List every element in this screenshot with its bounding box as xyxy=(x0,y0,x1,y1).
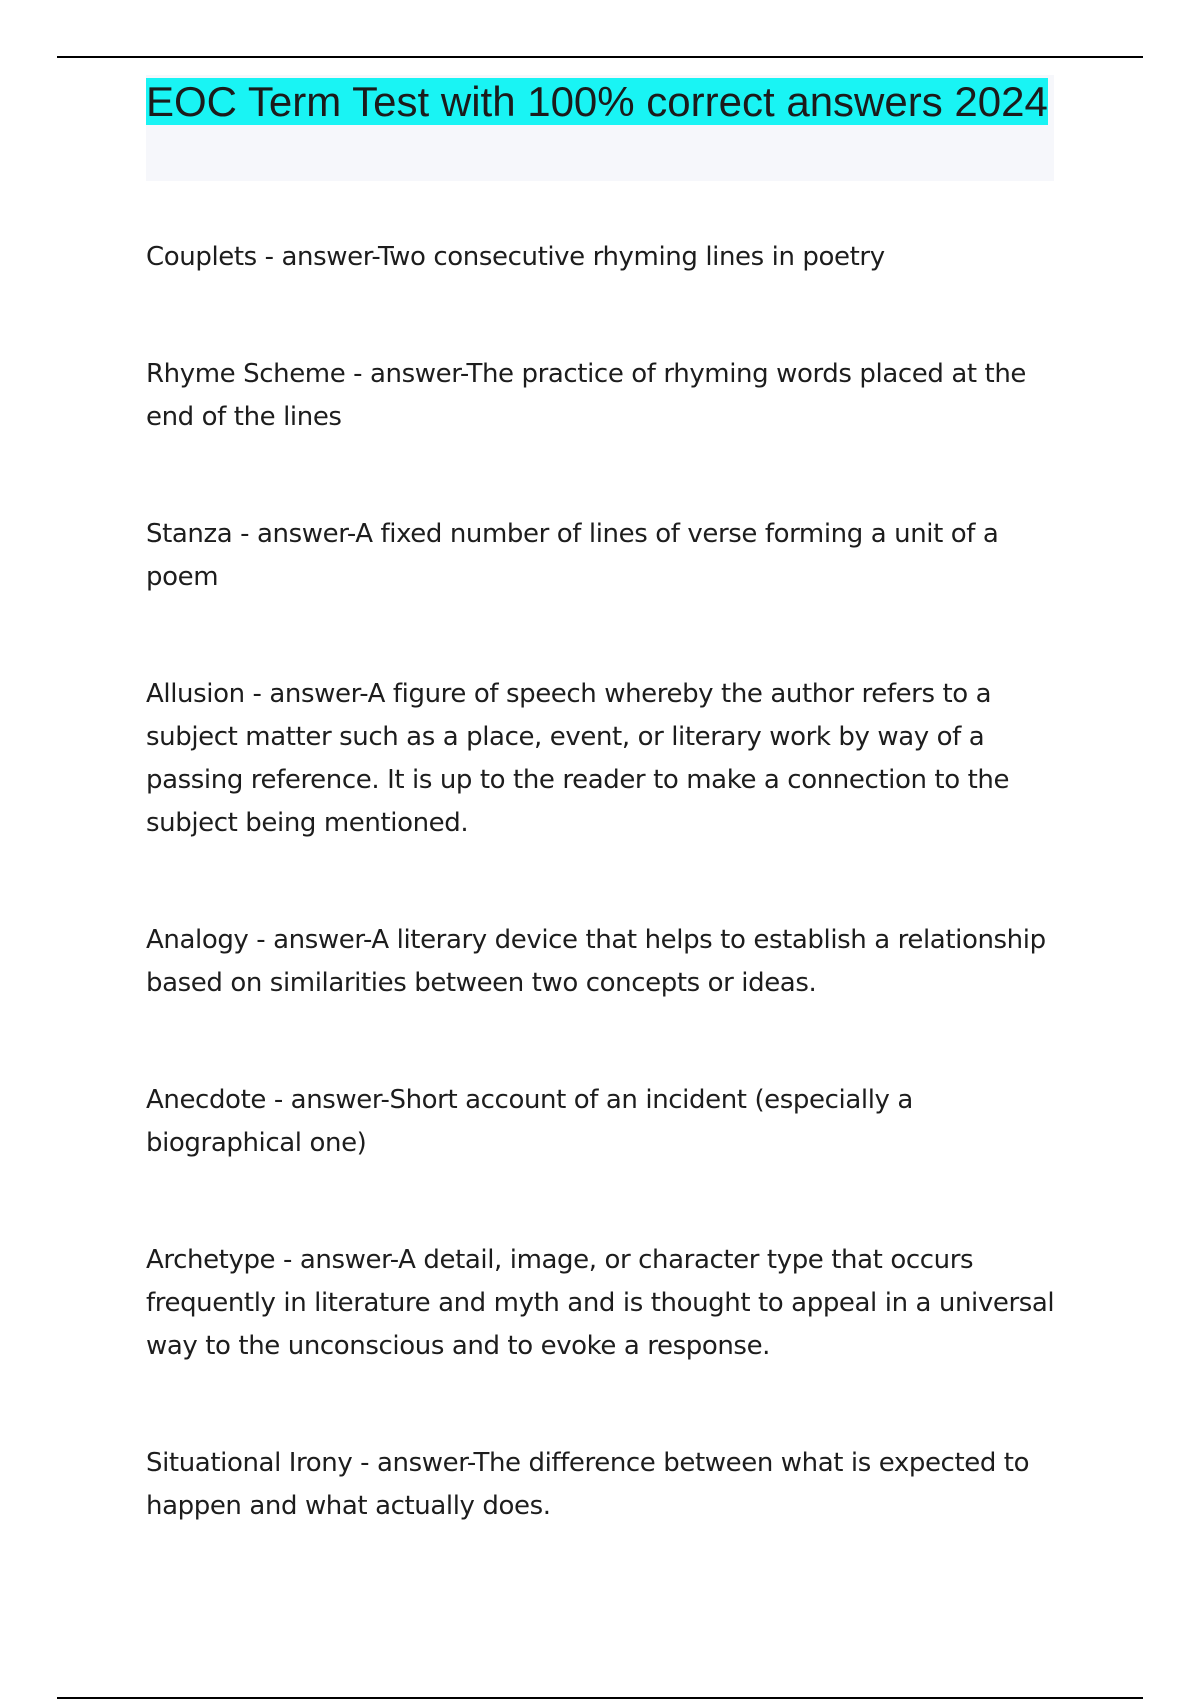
page-title xyxy=(146,75,1054,129)
term-entry-anecdote: Anecdote - answer-Short account of an incident (especially a biographical one) xyxy=(146,1085,913,1158)
term-entry-rhyme-scheme: Rhyme Scheme - answer-The practice of rhyming words placed at the end of the lines xyxy=(146,359,1027,432)
title-highlight: EOC Term Test with 100% correct answers 2024 xyxy=(146,78,1048,125)
top-rule xyxy=(57,56,1143,58)
term-entry-allusion: Allusion - answer-A figure of speech whereby the author refers to a subject matter such as a place, event, or literary work by way of a passing reference. It is up to the reader to make a connection to the subject being mentioned. xyxy=(146,679,1010,838)
term-entry-archetype: Archetype - answer-A detail, image, or character type that occurs frequently in literature and myth and is thought to appeal in a universal way to the unconscious and to evoke a response. xyxy=(146,1245,1055,1361)
title-block xyxy=(146,75,1054,181)
term-entry-stanza: Stanza - answer-A fixed number of lines of verse forming a unit of a poem xyxy=(146,519,999,592)
term-entry-analogy: Analogy - answer-A literary device that helps to establish a relationship based on similarities between two concepts or ideas. xyxy=(146,925,1046,998)
term-entry-couplets: Couplets - answer-Two consecutive rhyming lines in poetry xyxy=(146,242,885,272)
bottom-rule xyxy=(57,1697,1143,1699)
term-entry-situational-irony: Situational Irony - answer-The difference between what is expected to happen and what actually does. xyxy=(146,1448,1030,1521)
term-list xyxy=(146,236,1066,1528)
